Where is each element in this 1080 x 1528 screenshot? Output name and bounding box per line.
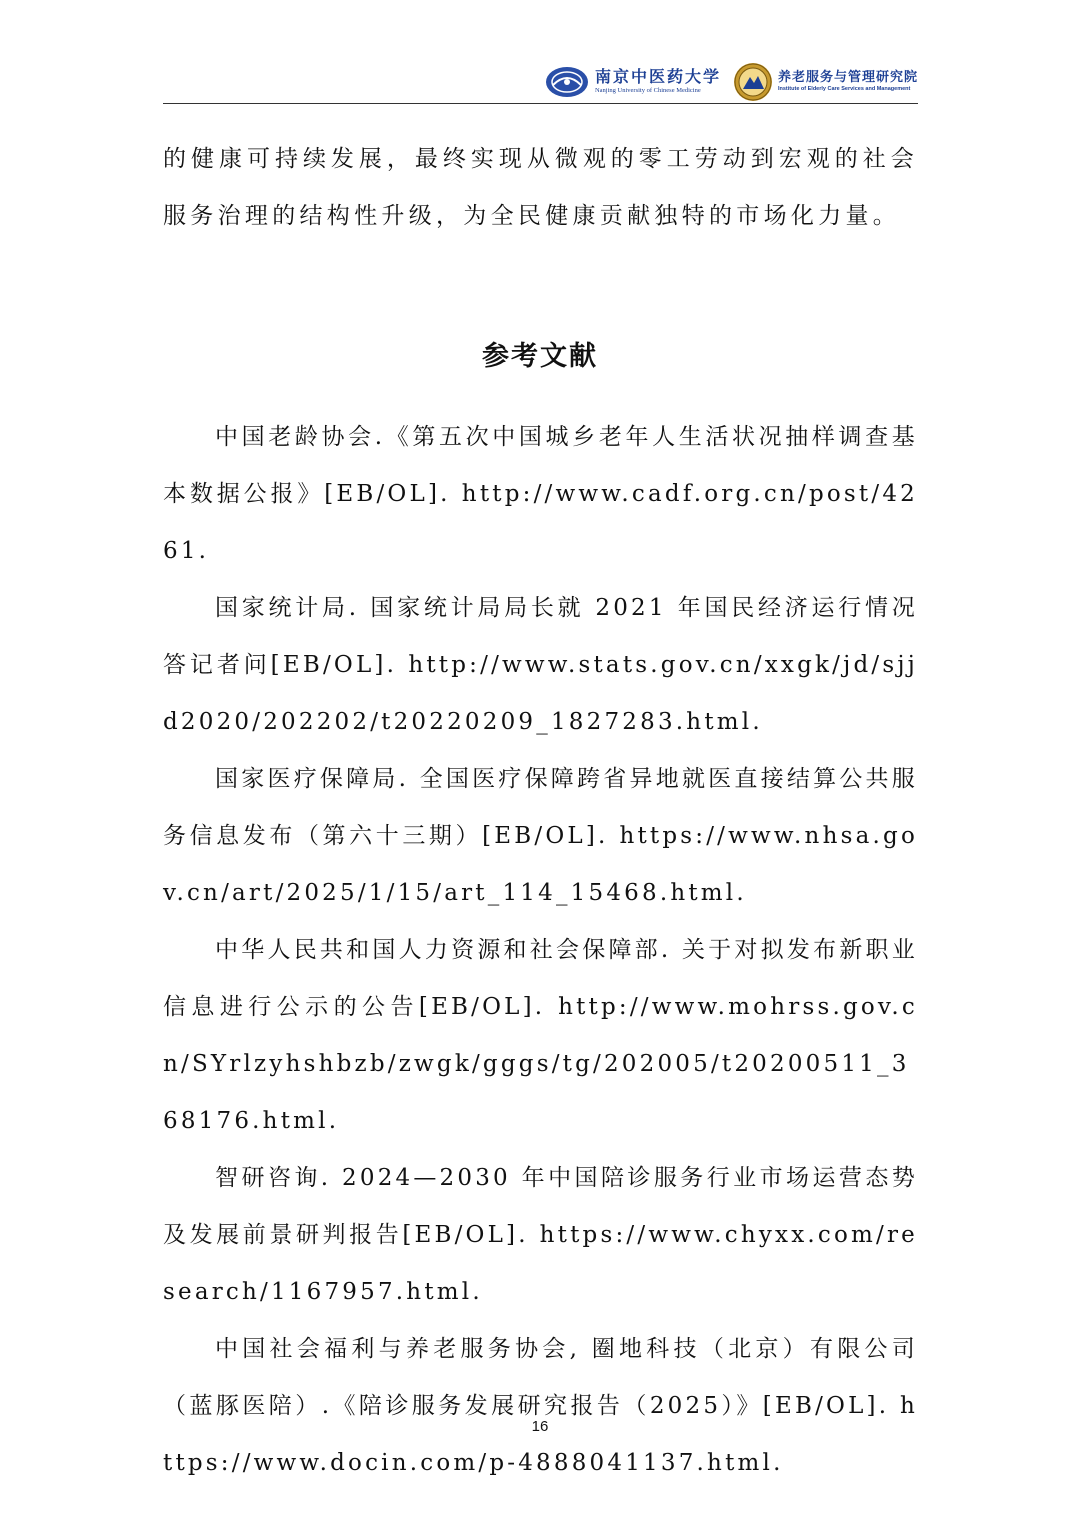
institute-name-cn: 养老服务与管理研究院 <box>777 70 918 86</box>
university-emblem-icon <box>545 65 589 99</box>
reference-item: 国家统计局. 国家统计局局长就 2021 年国民经济运行情况答记者问[EB/OL]. http://www.stats.gov.cn/xxgk/jd/sjjd2020/202202/t20220209_1827283.html. <box>163 595 918 735</box>
institute-seal-icon <box>733 62 773 102</box>
header-divider <box>163 103 918 104</box>
references-heading: 参考文献 <box>482 341 598 372</box>
reference-item: 中国老龄协会.《第五次中国城乡老年人生活状况抽样调查基本数据公报》[EB/OL]. http://www.cadf.org.cn/post/4261. <box>163 424 918 564</box>
reference-item: 中国社会福利与养老服务协会, 圈地科技（北京）有限公司（蓝豚医陪）.《陪诊服务发展研究报告（2025）》[EB/OL]. https://www.docin.com/p-4888041137.html. <box>163 1336 918 1476</box>
reference-item: 智研咨询. 2024—2030 年中国陪诊服务行业市场运营态势及发展前景研判报告[EB/OL]. https://www.chyxx.com/research/1167957.html. <box>163 1165 918 1305</box>
institute-name-en: Institute of Elderly Care Services and Management <box>777 86 911 93</box>
page-header <box>163 52 918 104</box>
reference-item: 中华人民共和国人力资源和社会保障部. 关于对拟发布新职业信息进行公示的公告[EB/OL]. http://www.mohrss.gov.cn/SYrlzyhshbzb/zwgk/gggs/tg/202005/t20200511_368176.html. <box>163 937 918 1134</box>
page-number: 16 <box>531 1418 549 1435</box>
university-name-cn: 南京中医药大学 <box>594 67 721 87</box>
reference-item: 国家医疗保障局. 全国医疗保障跨省异地就医直接结算公共服务信息发布（第六十三期）[EB/OL]. https://www.nhsa.gov.cn/art/2025/1/15/art_114_15468.html. <box>163 766 918 906</box>
reference-list <box>163 409 918 1492</box>
continuation-paragraph: 的健康可持续发展，最终实现从微观的零工劳动到宏观的社会服务治理的结构性升级，为全民健康贡献独特的市场化力量。 <box>163 146 918 229</box>
university-logo <box>545 65 721 99</box>
header-logos <box>545 60 918 104</box>
university-name-en: Nanjing University of Chinese Medicine <box>594 87 701 95</box>
institute-logo <box>733 62 918 102</box>
